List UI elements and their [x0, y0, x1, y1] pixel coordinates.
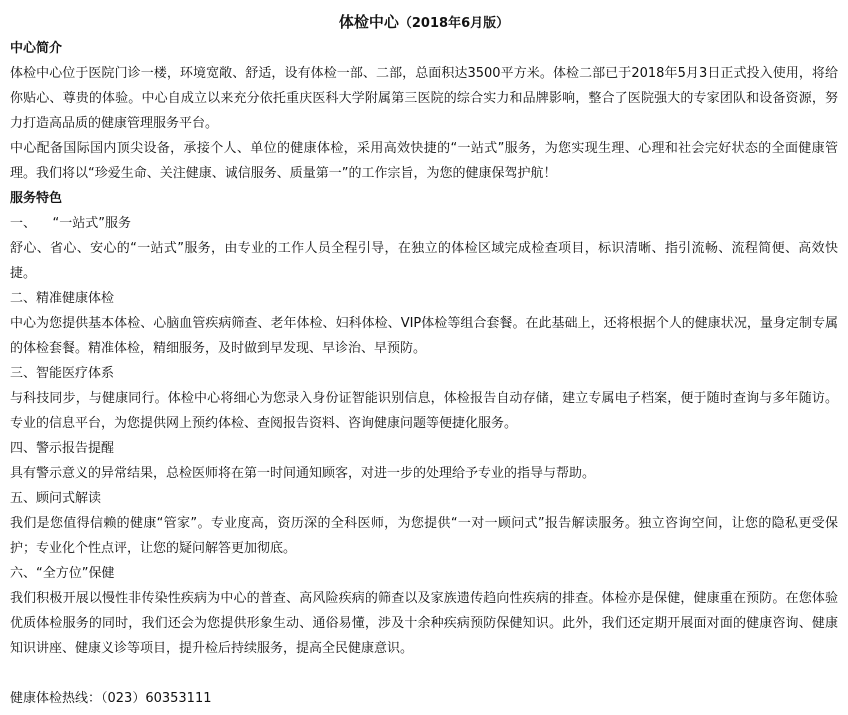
- feature-6-title: 六、“全方位”保健: [10, 566, 115, 581]
- feature-4-title: 四、警示报告提醒: [10, 441, 115, 456]
- page-title-main: 体检中心: [338, 13, 399, 31]
- feature-2-body: 中心为您提供基本体检、心脑血管疾病筛查、老年体检、妇科体检、VIP体检等组合套餐。在此基础上，还将根据个人的健康状况，量身定制专属的体检套餐。精准体检，精细服务，及时做到早发现、早诊治、早预防。: [10, 316, 838, 356]
- intro-paragraph-1: 体检中心位于医院门诊一楼，环境宽敞、舒适，设有体检一部、二部，总面积达3500平方米。体检二部已于2018年5月3日正式投入使用，将给你贴心、尊贵的体验。中心自成立以来充分依托重庆医科大学附属第三医院的综合实力和品牌影响，整合了医院强大的专家团队和设备资源，努力打造高品质的健康管理服务平台。: [10, 66, 838, 131]
- feature-3-title: 三、智能医疗体系: [10, 366, 115, 381]
- intro-heading: 中心简介: [10, 41, 63, 56]
- feature-3-body: 与科技同步，与健康同行。体检中心将细心为您录入身份证智能识别信息，体检报告自动存储，建立专属电子档案，便于随时查询与多年随访。专业的信息平台，为您提供网上预约体检、查阅报告资料、咨询健康问题等便捷化服务。: [10, 391, 838, 431]
- feature-1-title: 一、 “一站式”服务: [10, 216, 131, 231]
- feature-2-title: 二、精准健康体检: [10, 291, 115, 306]
- feature-1-body: 舒心、省心、安心的“一站式”服务，由专业的工作人员全程引导，在独立的体检区域完成检查项目，标识清晰、指引流畅、流程简便、高效快捷。: [10, 241, 838, 281]
- features-heading: 服务特色: [10, 191, 63, 206]
- feature-5-body: 我们是您值得信赖的健康“管家”。专业度高，资历深的全科医师，为您提供“一对一顾问式”报告解读服务。独立咨询空间，让您的隐私更受保护；专业化个性点评，让您的疑问解答更加彻底。: [10, 516, 838, 556]
- intro-paragraph-2: 中心配备国际国内顶尖设备，承接个人、单位的健康体检，采用高效快捷的“一站式”服务，为您实现生理、心理和社会完好状态的全面健康管理。我们将以“珍爱生命、关注健康、诚信服务、质量第一”的工作宗旨，为您的健康保驾护航！: [10, 141, 838, 181]
- feature-6-body: 我们积极开展以慢性非传染性疾病为中心的普查、高风险疾病的筛查以及家族遗传趋向性疾病的排查。体检亦是保健，健康重在预防。在您体验优质体检服务的同时，我们还会为您提供形象生动、通俗易懂，涉及十余种疾病预防保健知识。此外，我们还定期开展面对面的健康咨询、健康知识讲座、健康义诊等项目，提升检后持续服务，提高全民健康意识。: [10, 591, 838, 656]
- feature-5-title: 五、顾问式解读: [10, 491, 102, 506]
- page-title: [10, 10, 838, 34]
- spacer: [10, 661, 838, 686]
- hotline: 健康体检热线：（023）60353111: [10, 691, 212, 706]
- feature-4-body: 具有警示意义的异常结果，总检医师将在第一时间通知顾客，对进一步的处理给予专业的指导与帮助。: [10, 466, 596, 481]
- page-title-edition: （2018年6月版）: [398, 16, 510, 31]
